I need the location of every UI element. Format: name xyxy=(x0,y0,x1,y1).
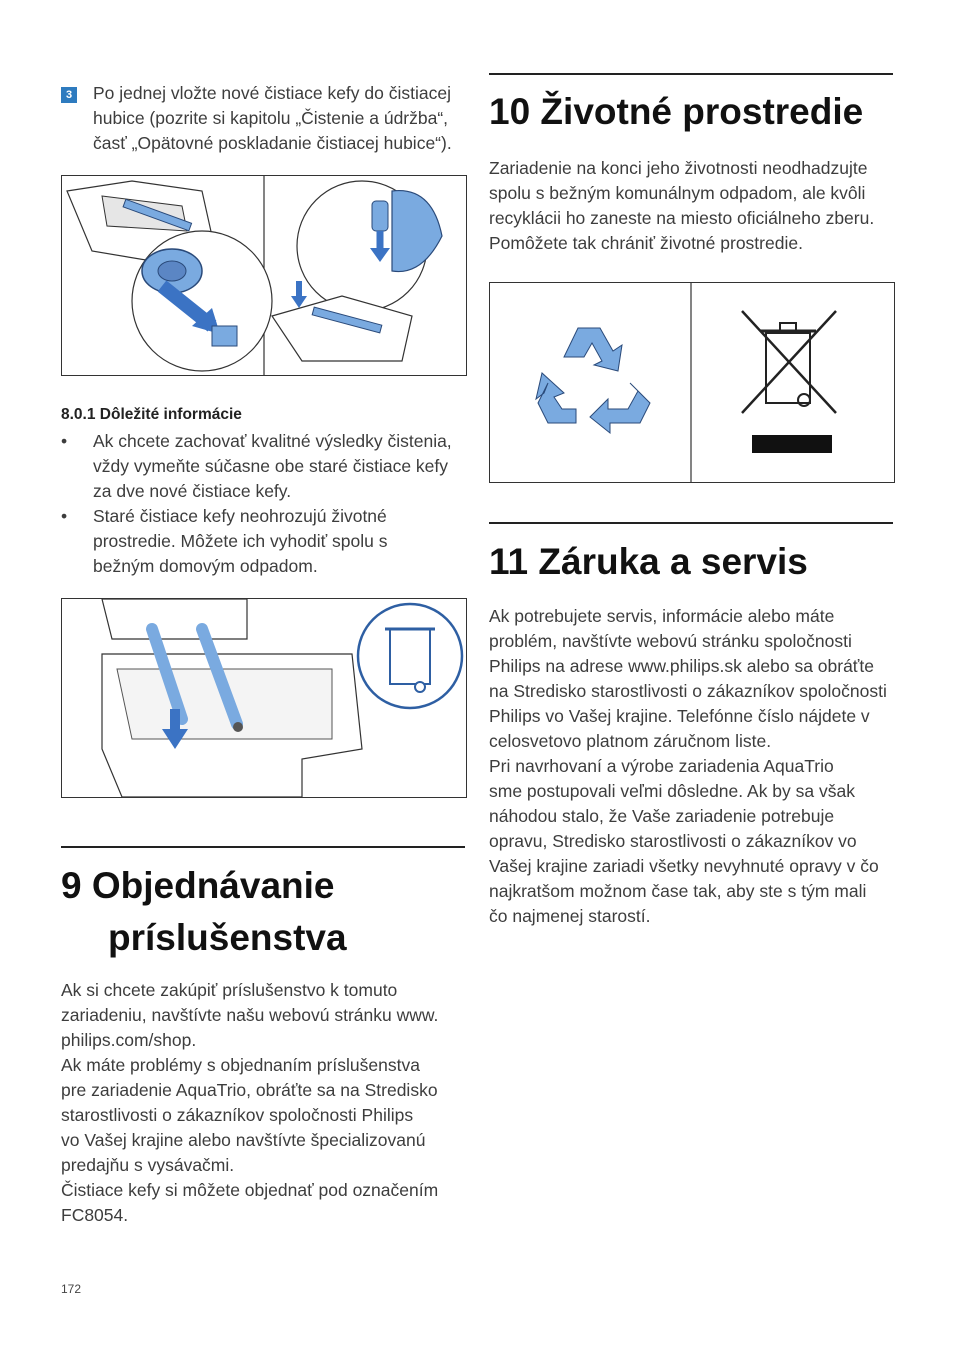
body-line: celosvetovo platnom záručnom liste. xyxy=(489,731,772,751)
body-line: philips.com/shop. xyxy=(61,1030,197,1050)
step-3-text xyxy=(93,81,473,156)
body-line: FC8054. xyxy=(61,1205,129,1225)
chapter-9-title xyxy=(61,860,347,964)
step-line: hubice (pozrite si kapitolu „Čistenie a údržba“, xyxy=(93,108,449,128)
body-line: Ak máte problémy s objednaním príslušenstva xyxy=(61,1055,420,1075)
recycle-icon xyxy=(536,328,650,433)
list-item-line: prostredie. Môžete ich vyhodiť spolu s xyxy=(93,531,388,551)
brush-insertion-illustration xyxy=(62,176,466,375)
environment-symbols-figure xyxy=(489,282,895,483)
chapter-10-title: 10 Životné prostredie xyxy=(489,91,864,132)
body-line: Zariadenie na konci jeho životnosti neodhadzujte xyxy=(489,158,868,178)
list-item-line: • Ak chcete zachovať kvalitné výsledky čistenia, xyxy=(93,431,452,451)
body-line: starostlivosti o zákazníkov spoločnosti Philips xyxy=(61,1105,414,1125)
brush-disposal-illustration xyxy=(62,599,466,797)
body-line: problém, navštívte webovú stránku spoločnosti xyxy=(489,631,852,651)
body-line: pre zariadenie AquaTrio, obráťte sa na Stredisko xyxy=(61,1080,438,1100)
body-line: Ak potrebujete servis, informácie alebo máte xyxy=(489,606,835,626)
weee-crossed-bin-icon xyxy=(742,311,836,413)
body-line: Vašej krajine zariadi všetky nevyhnuté opravy v čo xyxy=(489,856,879,876)
step-line: Po jednej vložte nové čistiace kefy do čistiacej xyxy=(93,83,451,103)
environment-symbols-illustration xyxy=(490,283,894,482)
body-line: Pomôžete tak chrániť životné prostredie. xyxy=(489,233,803,253)
body-line: Pri navrhovaní a výrobe zariadenia AquaTrio xyxy=(489,756,834,776)
body-line: vo Vašej krajine alebo navštívte špecializovanú xyxy=(61,1130,426,1150)
list-item-line: • Staré čistiace kefy neohrozujú životné xyxy=(93,506,387,526)
body-line: spolu s bežným komunálnym odpadom, ale kvôli xyxy=(489,183,866,203)
body-line: Philips na adrese www.philips.sk alebo sa obráťte xyxy=(489,656,874,676)
list-item xyxy=(61,504,471,579)
body-line: recyklácii ho zaneste na miesto oficiálneho zberu. xyxy=(489,208,875,228)
body-line: Čistiace kefy si môžete objednať pod označením xyxy=(61,1180,439,1200)
body-line: čo najmenej starostí. xyxy=(489,906,651,926)
chapter-10-body xyxy=(489,156,899,256)
list-item xyxy=(61,429,471,504)
body-line: najkratšom možnom čase tak, aby ste s tým mali xyxy=(489,881,867,901)
chapter-11-body xyxy=(489,604,899,929)
chapter-11-title: 11 Záruka a servis xyxy=(489,541,808,582)
body-line: sme postupovali veľmi dôsledne. Ak by sa však xyxy=(489,781,855,801)
body-line: na Stredisko starostlivosti o zákazníkov spoločnosti xyxy=(489,681,887,701)
weee-black-bar xyxy=(752,435,832,453)
brush-disposal-figure xyxy=(61,598,467,798)
step-number-badge: 3 xyxy=(61,87,77,103)
page-number: 172 xyxy=(61,1282,82,1296)
chapter-9-title-line: príslušenstva xyxy=(108,917,347,958)
chapter-9-title-line: 9 Objednávanie xyxy=(61,865,335,906)
chapter-11-rule xyxy=(489,522,893,524)
body-line: predajňu s vysávačmi. xyxy=(61,1155,235,1175)
brush-insertion-figure xyxy=(61,175,467,376)
body-line: opravu, Stredisko starostlivosti o zákazníkov vo xyxy=(489,831,857,851)
subsection-title: 8.0.1 Dôležité informácie xyxy=(61,406,242,423)
chapter-10-rule xyxy=(489,73,893,75)
list-item-line: bežným domovým odpadom. xyxy=(93,556,318,576)
chapter-9-body xyxy=(61,978,471,1228)
body-line: Ak si chcete zakúpiť príslušenstvo k tomuto xyxy=(61,980,398,1000)
important-info-list xyxy=(61,429,471,579)
list-item-line: vždy vymeňte súčasne obe staré čistiace kefy xyxy=(93,456,449,476)
body-line: zariadeniu, navštívte našu webovú stránku www. xyxy=(61,1005,439,1025)
body-line: náhodou stalo, že Vaše zariadenie potrebuje xyxy=(489,806,835,826)
list-item-line: za dve nové čistiace kefy. xyxy=(93,481,292,501)
chapter-9-rule xyxy=(61,846,465,848)
step-line: časť „Opätovné poskladanie čistiacej hubice“). xyxy=(93,133,452,153)
body-line: Philips vo Vašej krajine. Telefónne číslo nájdete v xyxy=(489,706,870,726)
